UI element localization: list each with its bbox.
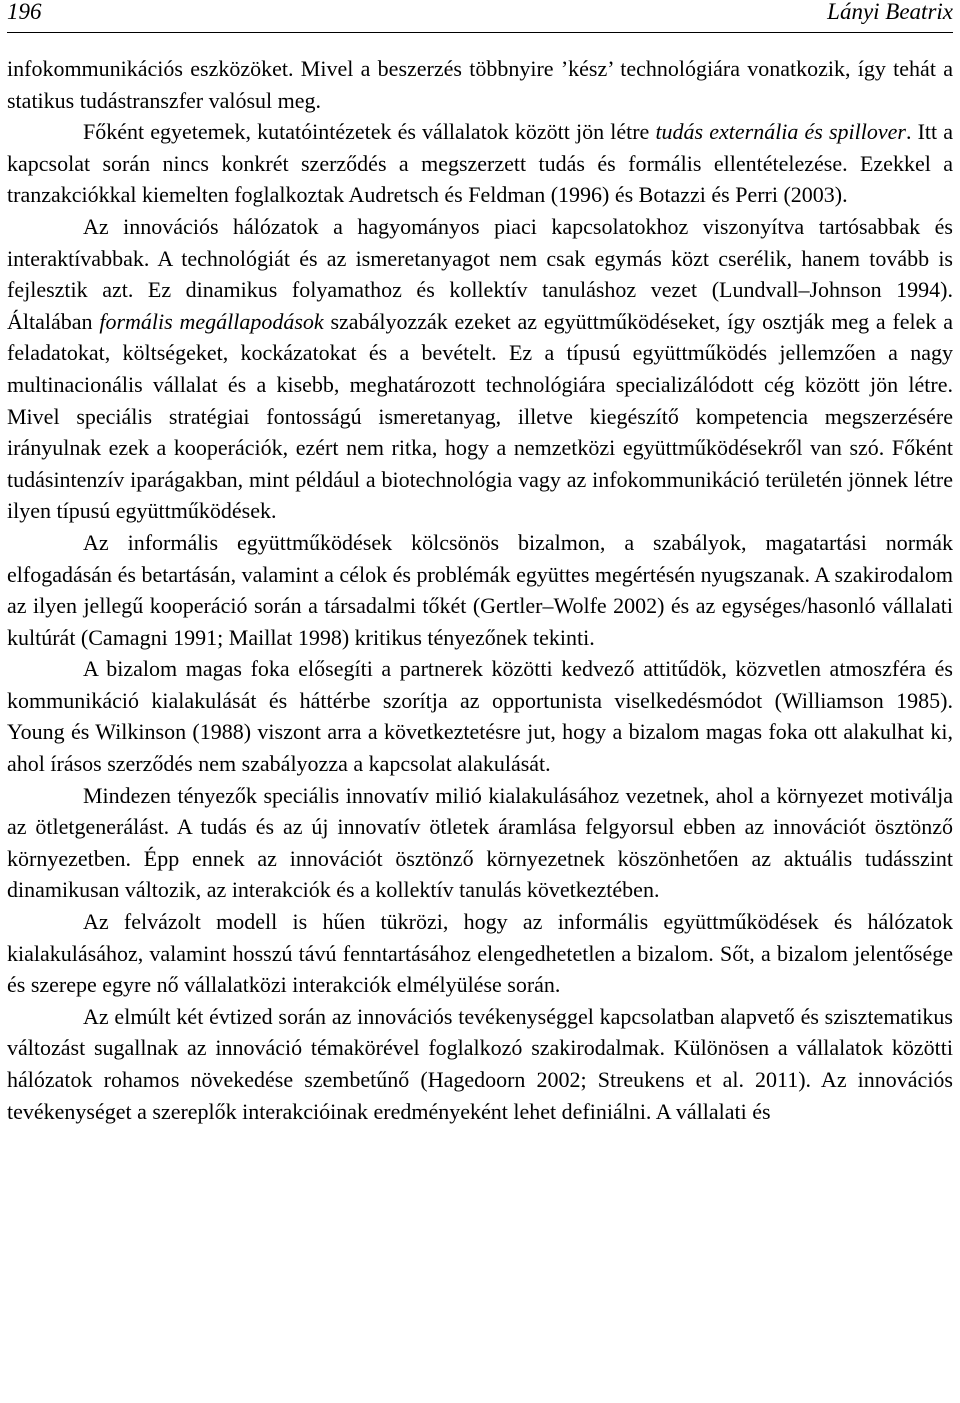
italic-text-run: formális megállapodások xyxy=(99,308,324,334)
paragraph xyxy=(7,211,953,527)
paragraph xyxy=(7,653,953,779)
running-head-author: Lányi Beatrix xyxy=(827,0,953,24)
text-run: infokommunikációs eszközöket. Mivel a beszerzés többnyire ’kész’ technológiára vonatkozik, így tehát a statikus tudástranszfer valósul meg. xyxy=(7,56,953,113)
paragraph xyxy=(7,906,953,1001)
paragraph xyxy=(7,116,953,211)
paragraph xyxy=(7,1001,953,1127)
text-run: A bizalom magas foka elősegíti a partnerek közötti kedvező attitűdök, közvetlen atmoszféra és kommunikáció kialakulását és háttérbe szorítja az opportunista viselkedésmódot (Williamson 1985). Young és Wilkinson (1988) viszont arra a következtetésre jut, hogy a bizalom magas foka ott alakulhat ki, ahol írásos szerződés nem szabályozza a kapcsolat alakulását. xyxy=(7,656,953,777)
page-number: 196 xyxy=(7,0,42,24)
text-run: Az informális együttműködések kölcsönös bizalmon, a szabályok, magatartási normák elfogadásán és betartásán, valamint a célok és problémák együttes megértésén nyugszanak. A szakirodalom az ilyen jellegű kooperáció során a társadalmi tőkét (Gertler–Wolfe 2002) és az egységes/hasonló vállalati kultúrát (Camagni 1991; Maillat 1998) kritikus tényezőnek tekinti. xyxy=(7,529,953,650)
text-run: Mindezen tényezők speciális innovatív milió kialakulásához vezetnek, ahol a környezet motiválja az ötletgenerálást. A tudás és az új innovatív ötletek áramlása felgyorsul ebben az innovációt ösztönző környezetben. Épp ennek az innovációt ösztönző környezetnek köszönhetően az aktuális tudásszint dinamikusan változik, az interakciók és a kollektív tanulás következtében. xyxy=(7,782,953,903)
text-run: Az innovációs hálózatok a hagyományos piaci kapcsolatokhoz viszonyítva tartósabbak és interaktívabbak. A technológiát és az ismeretanyagot nem csak egymás közt cserélik, hanem tovább is fejlesztik azt. Ez dinamikus folyamathoz és kollektív tanuláshoz vezet (Lundvall–Johnson 1994). Általában xyxy=(7,213,953,334)
text-run: Az felvázolt modell is hűen tükrözi, hogy az informális együttműködések és hálózatok kialakulásához, valamint hosszú távú fenntartásához elengedhetetlen a bizalom. Sőt, a bizalom jelentősége és szerepe egyre nő vállalatközi interakciók elmélyülése során. xyxy=(7,909,953,998)
paragraph xyxy=(7,780,953,906)
text-run: szabályozzák ezeket az együttműködéseket, így osztják meg a felek a feladatokat, költségeket, kockázatokat és a bevételt. Ez a típusú együttműködés jellemzően a nagy multinacionális vállalat és a kisebb, meghatározott technológiára specializálódott cég között jön létre. Mivel speciális stratégiai fontosságú ismeretanyag, illetve kiegészítő kompetencia megszerzésére irányulnak ezek a kooperációk, ezért nem ritka, hogy a nemzetközi együttműködésekről van szó. Főként tudásintenzív iparágakban, mint például a biotechnológia vagy az infokommunikáció területén jönnek létre ilyen típusú együttműködések. xyxy=(7,308,953,524)
paragraph xyxy=(7,53,953,116)
text-run: . Itt a kapcsolat során nincs konkrét szerződés a megszerzett tudás és formális ellentételezése. Ezekkel a tranzakciókkal kiemelten foglalkoztak Audretsch és Feldman (1996) és Botazzi és Perri (2003). xyxy=(7,119,954,208)
document-page xyxy=(7,0,954,1124)
italic-text-run: tudás externália és spillover xyxy=(655,119,906,145)
body-text xyxy=(7,53,953,1127)
text-run: Az elmúlt két évtized során az innovációs tevékenységgel kapcsolatban alapvető és szisztematikus változást sugallnak az innováció témakörével foglalkozó szakirodalmak. Különösen a vállalatok közötti hálózatok rohamos növekedése szembetűnő (Hagedoorn 2002; Streukens et al. 2011). Az innovációs tevékenységet a szereplők interakcióinak eredményeként lehet definiálni. A vállalati és xyxy=(7,1003,953,1124)
running-header xyxy=(7,0,953,32)
paragraph xyxy=(7,527,953,653)
header-rule xyxy=(7,32,953,33)
text-run: Főként egyetemek, kutatóintézetek és vállalatok között jön létre xyxy=(83,119,656,145)
